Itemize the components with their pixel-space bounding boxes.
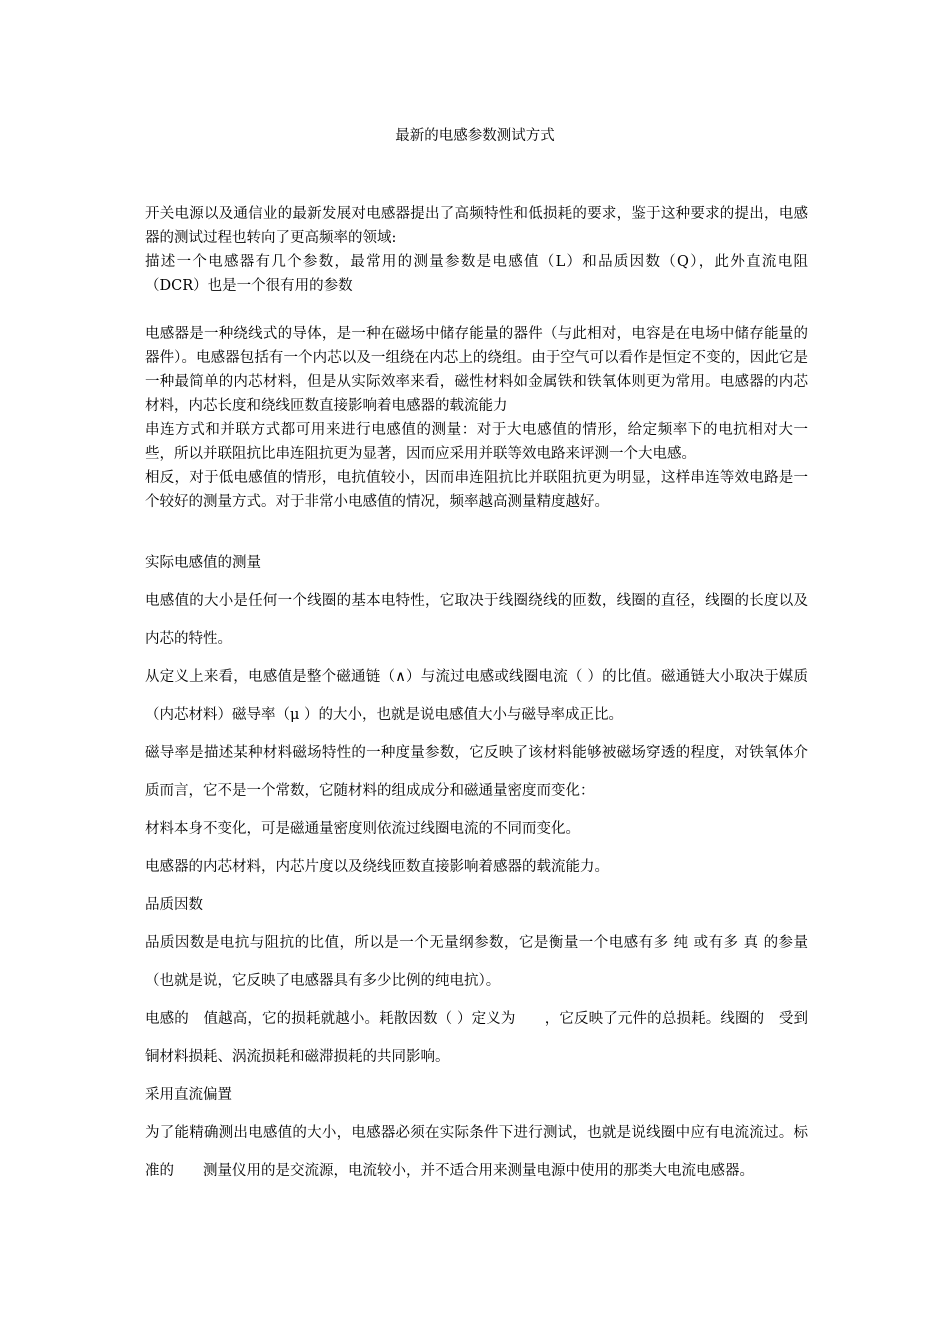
paragraph-intro: 开关电源以及通信业的最新发展对电感器提出了高频特性和低损耗的要求，鉴于这种要求的提出，电感器的测试过程也转向了更高频率的领域:	[145, 206, 808, 246]
blank-line	[145, 514, 808, 544]
document-title: 最新的电感参数测试方式	[395, 128, 555, 144]
paragraph-series-parallel: 串连方式和并联方式都可用来进行电感值的测量：对于大电感值的情形，给定频率下的电抗相对大一些，所以并联阻抗比串连阻抗更为显著，因而应采用并联等效电路来评测一个大电感。	[145, 422, 808, 462]
paragraph-dc-bias: 为了能精确测出电感值的大小，电感器必须在实际条件下进行测试，也就是说线圈中应有电流流过。标准的 测量仪用的是交流源，电流较小，并不适合用来测量电源中使用的那类大电流电感器。	[145, 1125, 808, 1179]
paragraph-parameters: 描述一个电感器有几个参数，最常用的测量参数是电感值（L）和品质因数（Q），此外直流电阻（DCR）也是一个很有用的参数	[145, 254, 808, 294]
paragraph-core-material: 电感器的内芯材料，内芯片度以及绕线匝数直接影响着感器的载流能力。	[145, 859, 609, 875]
paragraph-inductance-size: 电感值的大小是任何一个线圈的基本电特性，它取决于线圈绕线的匝数，线圈的直径，线圈的长度以及内芯的特性。	[145, 593, 808, 647]
heading-dc-bias: 采用直流偏置	[145, 1087, 232, 1103]
paragraph-permeability: 磁导率是描述某种材料磁场特性的一种度量参数，它反映了该材料能够被磁场穿透的程度，对铁氧体介质而言，它不是一个常数，它随材料的组成成分和磁通量密度而变化：	[145, 745, 808, 799]
heading-quality-factor: 品质因数	[145, 897, 203, 913]
paragraph-low-inductance: 相反，对于低电感值的情形，电抗值较小，因而串连阻抗比并联阻抗更为明显，这样串连等效电路是一个较好的测量方式。对于非常小电感值的情况，频率越高测量精度越好。	[145, 470, 808, 510]
paragraph-inductor-definition: 电感器是一种绕线式的导体，是一种在磁场中储存能量的器件（与此相对，电容是在电场中储存能量的器件）。电感器包括有一个内芯以及一组绕在内芯上的绕组。由于空气可以看作是恒定不变的，因此它是一种最简单的内芯材料，但是从实际效率来看，磁性材料如金属铁和铁氧体则更为常用。电感器的内芯材料，内芯长度和绕线匝数直接影响着电感器的载流能力	[145, 326, 808, 414]
paragraph-losses: 电感的 值越高，它的损耗就越小。耗散因数（ ）定义为 ，它反映了元件的总损耗。线圈的 受到铜材料损耗、涡流损耗和磁滞损耗的共同影响。	[145, 1011, 808, 1065]
paragraph-quality-factor: 品质因数是电抗与阻抗的比值，所以是一个无量纲参数，它是衡量一个电感有多 纯 或有多 真 的参量（也就是说，它反映了电感器具有多少比例的纯电抗）。	[145, 935, 808, 989]
paragraph-definition: 从定义上来看，电感值是整个磁通链（∧）与流过电感或线圈电流（ ）的比值。磁通链大小取决于媒质（内芯材料）磁导率（μ ）的大小，也就是说电感值大小与磁导率成正比。	[145, 669, 808, 723]
blank-line	[145, 298, 808, 322]
document-body	[145, 202, 808, 1190]
heading-actual-measurement: 实际电感值的测量	[145, 555, 261, 571]
paragraph-material: 材料本身不变化，可是磁通量密度则依流过线圈电流的不同而变化。	[145, 821, 580, 837]
